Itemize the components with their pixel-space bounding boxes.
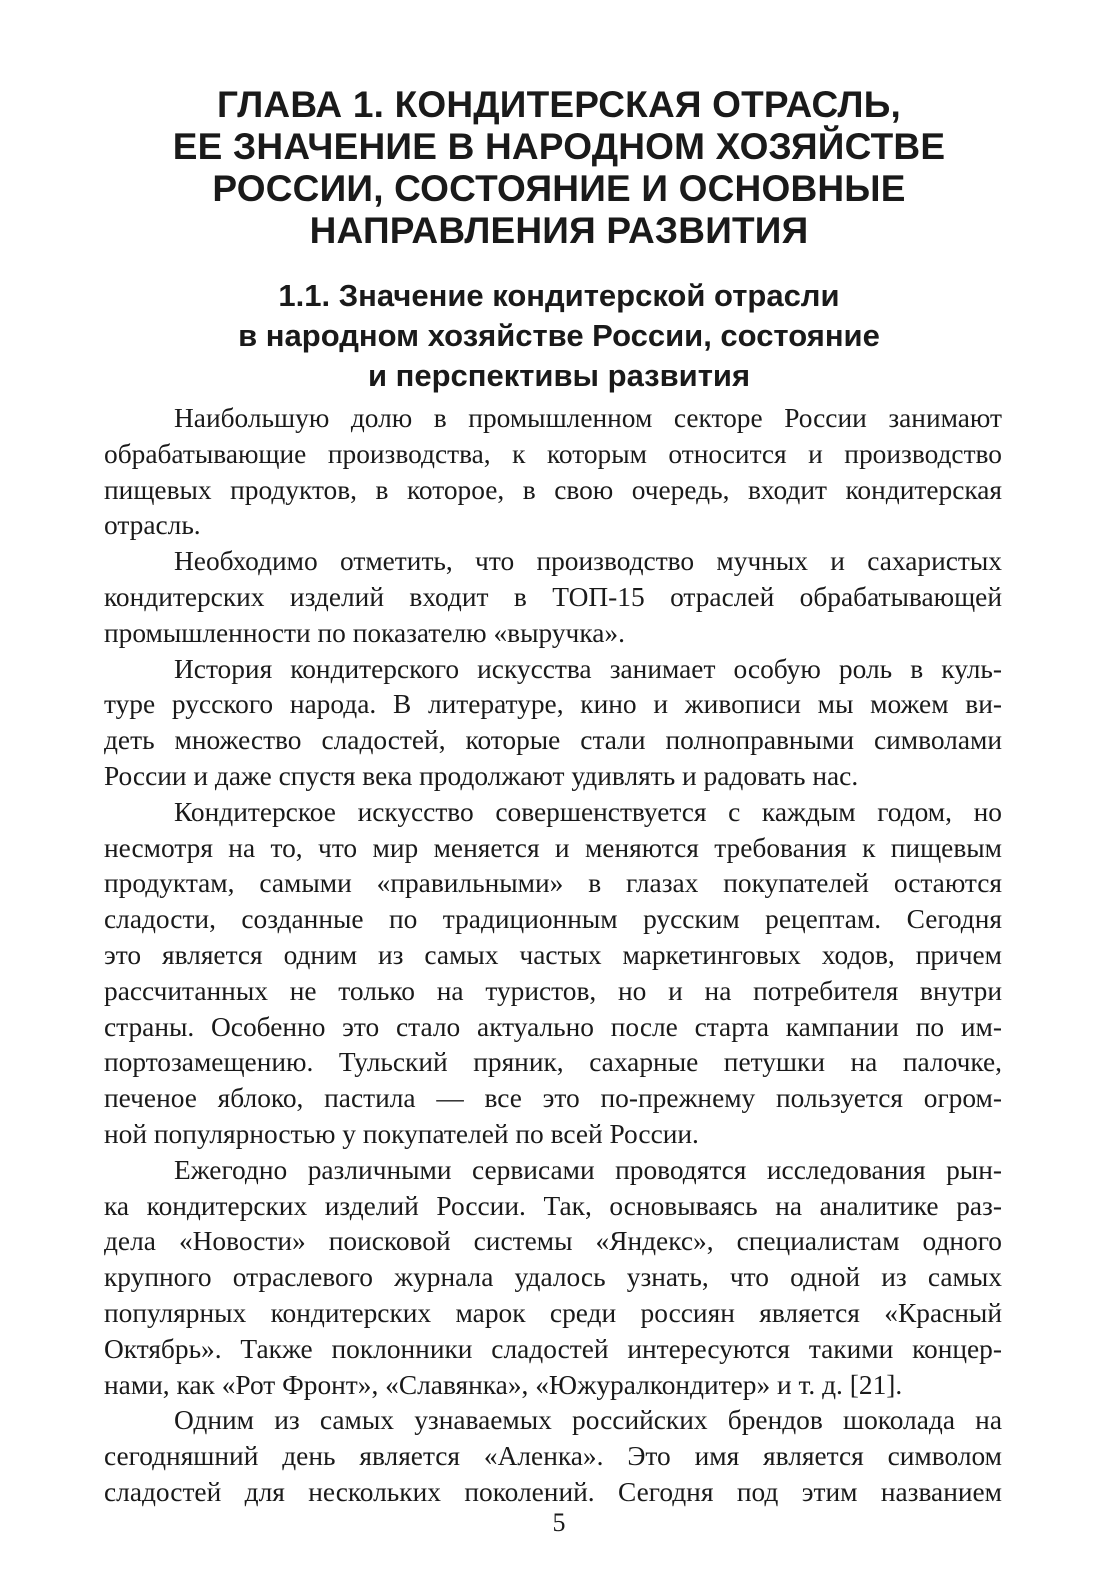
paragraph: [104, 1403, 1002, 1510]
paragraph-line: деть множество сладостей, которые стали полноправными символами: [104, 725, 1002, 756]
page-number: 5: [552, 1508, 566, 1537]
paragraph-line: это является одним из самых частых маркетинговых ходов, причем: [104, 939, 1002, 970]
paragraph-line: крупного отраслевого журнала удалось узнать, что одной из самых: [104, 1262, 1002, 1293]
paragraph-line: туре русского народа. В литературе, кино и живописи мы можем ви-: [104, 689, 1002, 720]
paragraph: [104, 1153, 1002, 1404]
paragraph-line: сегодняшний день является «Аленка». Это имя является символом: [104, 1441, 1002, 1472]
paragraph-line: сладости, созданные по традиционным русским рецептам. Сегодня: [104, 904, 1002, 935]
paragraph-line: портозамещению. Тульский пряник, сахарные петушки на палочке,: [104, 1047, 1002, 1078]
chapter-title-line: ГЛАВА 1. КОНДИТЕРСКАЯ ОТРАСЛЬ,: [217, 84, 901, 125]
paragraph-line: популярных кондитерских марок среди россиян является «Красный: [104, 1297, 1002, 1328]
paragraph-line: отрасль.: [104, 510, 201, 541]
paragraph-line: Октябрь». Также поклонники сладостей интересуются такими концер-: [104, 1333, 1002, 1364]
chapter-title-line: НАПРАВЛЕНИЯ РАЗВИТИЯ: [309, 210, 809, 251]
section-title-line: и перспективы развития: [367, 358, 751, 393]
paragraph-line: России и даже спустя века продолжают удивлять и радовать нас.: [104, 760, 859, 791]
paragraph-line: промышленности по показателю «выручка».: [104, 617, 625, 648]
paragraph-line: дела «Новости» поисковой системы «Яндекс», специалистам одного: [104, 1226, 1002, 1257]
paragraph-line: Ежегодно различными сервисами проводятся исследования рын-: [174, 1154, 1002, 1185]
paragraph-line: нами, как «Рот Фронт», «Славянка», «Южуралкондитер» и т. д. [21].: [104, 1369, 903, 1400]
paragraph-line: рассчитанных не только на туристов, но и на потребителя внутри: [104, 975, 1002, 1006]
section-title-line: в народном хозяйстве России, состояние: [238, 318, 880, 353]
chapter-title: [100, 84, 1018, 252]
body-text: [104, 401, 1002, 1511]
paragraph-line: Необходимо отметить, что производство мучных и сахаристых: [174, 546, 1002, 577]
paragraph-line: ной популярностью у покупателей по всей России.: [104, 1118, 699, 1149]
paragraph-line: История кондитерского искусства занимает особую роль в куль-: [174, 653, 1002, 684]
chapter-title-line: ЕЕ ЗНАЧЕНИЕ В НАРОДНОМ ХОЗЯЙСТВЕ: [172, 126, 946, 167]
paragraph-line: Одним из самых узнаваемых российских брендов шоколада на: [174, 1405, 1002, 1436]
paragraph-line: Кондитерское искусство совершенствуется с каждым годом, но: [174, 796, 1002, 827]
paragraph-line: обрабатывающие производства, к которым относится и производство: [104, 438, 1002, 469]
paragraph-line: сладостей для нескольких поколений. Сегодня под этим названием: [104, 1476, 1002, 1507]
paragraph: [104, 544, 1002, 651]
paragraph-line: печеное яблоко, пастила — все это по-прежнему пользуется огром-: [104, 1083, 1002, 1114]
paragraph-line: страны. Особенно это стало актуально после старта кампании по им-: [104, 1011, 1002, 1042]
paragraph-line: продуктам, самыми «правильными» в глазах покупателей остаются: [104, 868, 1002, 899]
paragraph-line: несмотря на то, что мир меняется и меняются требования к пищевым: [104, 832, 1002, 863]
section-title: [100, 276, 1018, 396]
paragraph: [104, 401, 1002, 544]
paragraph-line: ка кондитерских изделий России. Так, основываясь на аналитике раз-: [104, 1190, 1002, 1221]
paragraph-line: Наибольшую долю в промышленном секторе России занимают: [174, 403, 1002, 433]
paragraph: [104, 652, 1002, 795]
paragraph-line: пищевых продуктов, в которое, в свою очередь, входит кондитерская: [104, 474, 1002, 505]
chapter-title-line: РОССИИ, СОСТОЯНИЕ И ОСНОВНЫЕ: [212, 168, 906, 209]
paragraph: [104, 795, 1002, 1153]
section-title-line: 1.1. Значение кондитерской отрасли: [278, 278, 840, 313]
paragraph-line: кондитерских изделий входит в ТОП-15 отраслей обрабатывающей: [104, 581, 1002, 612]
